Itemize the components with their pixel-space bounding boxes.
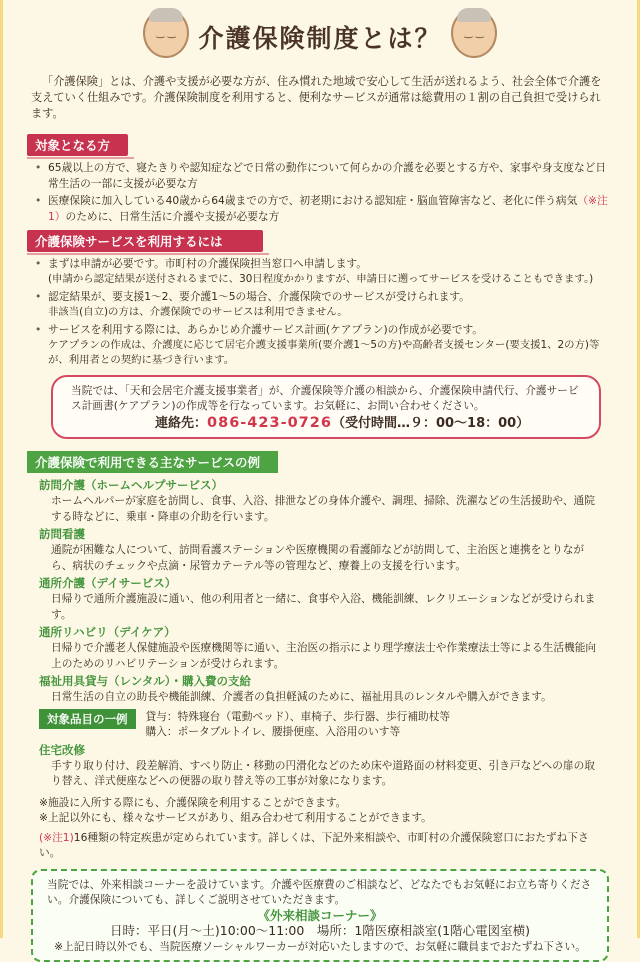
list-item <box>35 160 609 191</box>
service-title: 訪問看護 <box>39 526 605 542</box>
service-home-care <box>39 477 605 524</box>
list-item-subtext: ケアプランの作成は、介護度に応じて居宅介護支援事業所(要介護1〜5の方)や高齢者支援センター(要支援1、2の方)等が、利用者との契約に基づき行います。 <box>48 338 609 369</box>
service-desc: ホームヘルパーが家庭を訪問し、食事、入浴、排泄などの身体介護や、調理、掃除、洗濯などの生活援助や、通院する時などに、乗車・降車の介助を行います。 <box>51 493 605 524</box>
consultation-schedule: 日時：平日(月〜土)10:00〜11:00 場所：1階医療相談室(1階心電図室横) <box>47 923 593 939</box>
service-desc: 日帰りで介護老人保健施設や医療機関等に通い、主治医の指示により理学療法士や作業療法士等による生活機能向上のためのリハビリテーションが受けられます。 <box>51 640 605 671</box>
footnote-mark: (※注1) <box>39 831 74 844</box>
target-rent: 貸与：特殊寝台（電動ベッド）、車椅子、歩行器、歩行補助杖等 <box>146 709 451 725</box>
care-support-text: 当院では、「天和会居宅介護支援事業者」が、介護保険等介護の相談から、介護保険申請代行、介護サービス計画書(ケアプラン)の作成等を行なっています。お気軽に、お問い合わせください。 <box>71 383 587 414</box>
target-items-label: 対象品目の一例 <box>39 709 136 729</box>
service-title: 訪問介護（ホームヘルプサービス） <box>39 477 605 493</box>
contact-label: 連絡先： <box>155 416 207 431</box>
list-item <box>35 289 609 320</box>
title-row <box>17 8 623 66</box>
consultation-box <box>31 869 609 962</box>
target-items-list <box>146 709 451 740</box>
service-home-nursing <box>39 526 605 573</box>
usage-list <box>17 256 623 369</box>
list-item-text: 医療保険に加入している40歳から64歳までの方で、初老期における認知症・脳血管障害など、老化に伴う病気 <box>48 194 577 207</box>
note: ※上記以外にも、様々なサービスがあり、組み合わせて利用することができます。 <box>39 810 605 826</box>
phone-number[interactable]: 086-423-0726 <box>207 415 332 431</box>
contact-hours: （受付時間…９：00〜18：00） <box>332 416 529 431</box>
care-support-box <box>51 375 601 440</box>
service-desc: 日帰りで通所介護施設に通い、他の利用者と一緒に、食事や入浴、機能訓練、レクリエーションなどが受けられます。 <box>51 591 605 622</box>
elderly-woman-illustration <box>451 8 497 58</box>
list-item-subtext: 非該当(自立)の方は、介護保険でのサービスは利用できません。 <box>48 305 609 321</box>
service-desc: 日常生活の自立の助長や機能訓練、介護者の負担軽減のために、福祉用具のレンタルや購入ができます。 <box>51 689 605 705</box>
service-day-care <box>39 624 605 671</box>
contact-line <box>71 416 587 432</box>
list-item-text: のために、日常生活に介護や支援が必要な方 <box>66 210 280 223</box>
list-item <box>35 256 609 287</box>
section-header-services: 介護保険で利用できる主なサービスの例 <box>27 451 278 473</box>
list-item-text: まずは申請が必要です。市町村の介護保険担当窓口へ申請します。 <box>48 257 367 270</box>
footnote-ref: （※注1） <box>48 194 608 223</box>
consultation-text: 当院では、外来相談コーナーを設けています。介護や医療費のご相談など、どなたでもお気軽にお立ち寄りください。介護保険についても、詳しくご説明させていただきます。 <box>47 877 593 908</box>
list-item-subtext: (申請から認定結果が送付されるまでに、30日程度かかりますが、申請日に遡ってサービスを受けることもできます。) <box>48 272 609 288</box>
notes <box>39 795 605 861</box>
list-item <box>35 322 609 369</box>
consultation-heading: 《外来相談コーナー》 <box>47 908 593 924</box>
section-header-usage: 介護保険サービスを利用するには <box>27 230 263 252</box>
target-items <box>39 709 605 740</box>
service-title: 福祉用具貸与（レンタル）・購入費の支給 <box>39 673 605 689</box>
target-list <box>17 160 623 224</box>
service-title: 通所介護（デイサービス） <box>39 575 605 591</box>
list-item <box>35 193 609 224</box>
intro-text: 「介護保険」とは、介護や支援が必要な方が、住み慣れた地域で安心して生活が送れるよう、社会全体で介護を支えていく仕組みです。介護保険制度を利用すると、便利なサービスが通常は総費用の１割の自己負担で受けられます。 <box>31 74 609 122</box>
list-item-text: 65歳以上の方で、寝たきりや認知症などで日常の動作について何らかの介護を必要とする方や、家事や身支度など日常生活の一部に支援が必要な方 <box>48 161 606 190</box>
list-item-text: サービスを利用する際には、あらかじめ介護サービス計画(ケアプラン)の作成が必要です。 <box>48 323 483 336</box>
page-title: 介護保険制度とは？ <box>198 19 441 55</box>
list-item-text: 認定結果が、要支援1〜2、要介護1〜5の場合、介護保険でのサービスが受けられます。 <box>48 290 470 303</box>
service-welfare-equipment <box>39 673 605 705</box>
service-title: 通所リハビリ（デイケア） <box>39 624 605 640</box>
section-header-target: 対象となる方 <box>27 134 128 156</box>
service-desc: 手すり取り付け、段差解消、すべり防止・移動の円滑化などのため床や道路面の材料変更、引き戸などへの扉の取り替え、洋式便座などへの便器の取り替え等の工事が対象になります。 <box>51 758 605 789</box>
service-title: 住宅改修 <box>39 742 605 758</box>
consultation-note: ※上記日時以外でも、当院医療ソーシャルワーカーが対応いたしますので、お気軽に職員までおたずね下さい。 <box>47 939 593 955</box>
footnote-text: 16種類の特定疾患が定められています。詳しくは、下記外来相談や、市町村の介護保険窓口におたずね下さい。 <box>39 831 589 860</box>
elderly-man-illustration <box>143 8 189 58</box>
service-day-service <box>39 575 605 622</box>
note: ※施設に入所する際にも、介護保険を利用することができます。 <box>39 795 605 811</box>
footnote <box>39 830 605 861</box>
service-housing-renovation <box>39 742 605 789</box>
target-buy: 購入：ポータブルトイレ、腰掛便座、入浴用のいす等 <box>146 724 451 740</box>
service-desc: 通院が困難な人について、訪問看護ステーションや医療機関の看護師などが訪問して、主治医と連携をとりながら、病状のチェックや点滴・尿管カテーテル等の管理など、療養上の支援を行います。 <box>51 542 605 573</box>
